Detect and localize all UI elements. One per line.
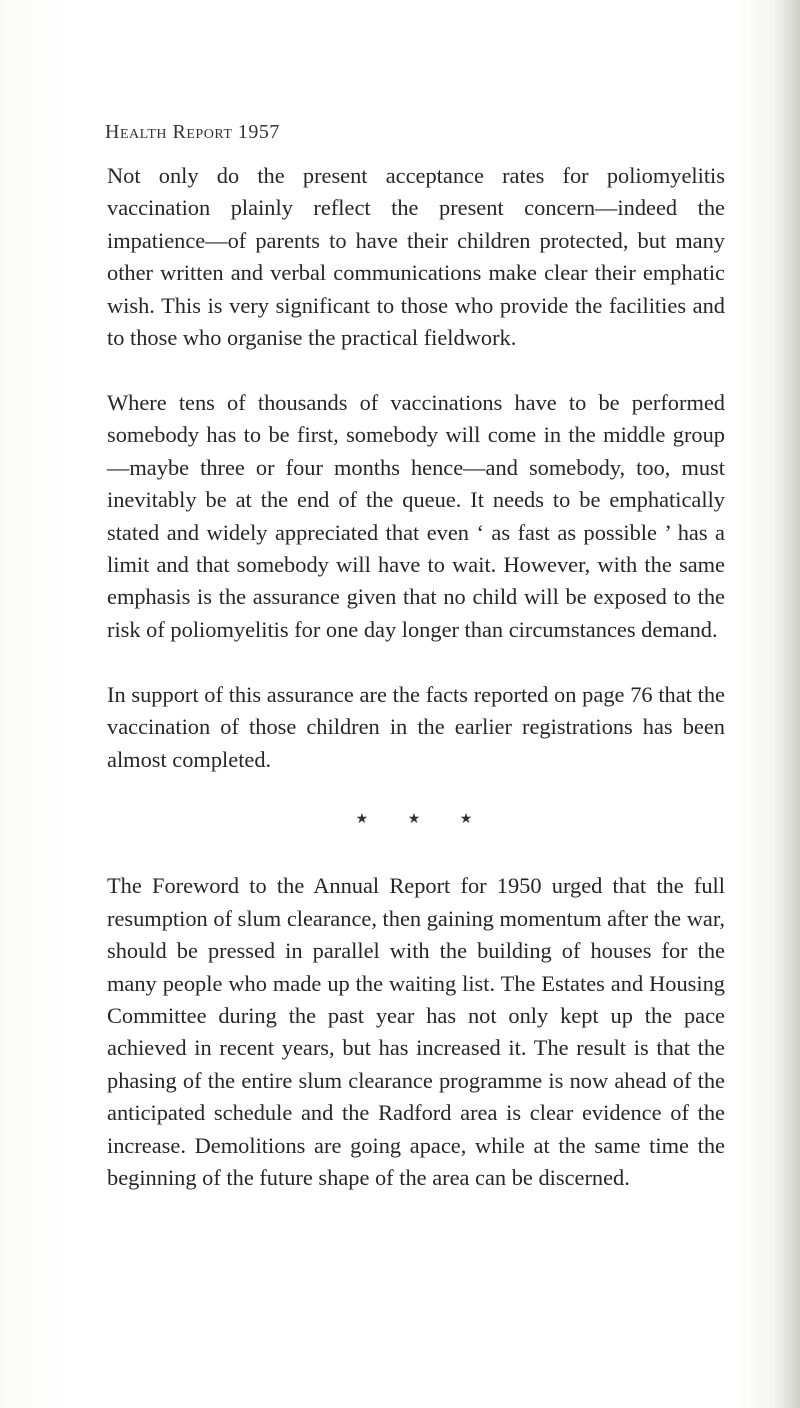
paragraph-vaccination-queue: Where tens of thousands of vaccinations have to be performed somebody has to be first, somebody will come in the middle group—maybe three or four months hence—and somebody, too, must inevitably be at the end of the queue. It needs to be emphatically stated and widely appreciated that even ‘ as fast as possible ’ has a limit and that somebody will have to wait. However, with the same emphasis is the assurance given that no child will be exposed to the risk of poliomyelitis for one day longer than circumstances demand. (107, 389, 725, 642)
paragraph-assurance-support: In support of this assurance are the facts reported on page 76 that the vaccination of those children in the earlier registrations has been almost completed. (107, 681, 725, 772)
body-text (107, 160, 725, 1227)
page-edge-shadow (774, 0, 800, 1408)
running-header: Health Report 1957 (105, 121, 280, 143)
paragraph-slum-clearance: The Foreword to the Annual Report for 1950 urged that the full resumption of slum clearance, then gaining momentum after the war, should be pressed in parallel with the building of houses for the many people who made up the waiting list. The Estates and Housing Committee during the past year has not only kept up the pace achieved in recent years, but has increased it. The result is that the phasing of the entire slum clearance programme is now ahead of the anticipated schedule and the Radford area is clear evidence of the increase. Demolitions are going apace, while at the same time the beginning of the future shape of the area can be discerned. (107, 873, 725, 1191)
section-separator-stars: ★ ★ ★ (355, 812, 491, 828)
paragraph-vaccination-acceptance: Not only do the present acceptance rates for poliomyelitis vaccination plainly reflect the present concern—indeed the impatience—of parents to have their children protected, but many other written and verbal communications make clear their emphatic wish. This is very significant to those who provide the facilities and to those who organise the practical fieldwork. (107, 163, 725, 351)
